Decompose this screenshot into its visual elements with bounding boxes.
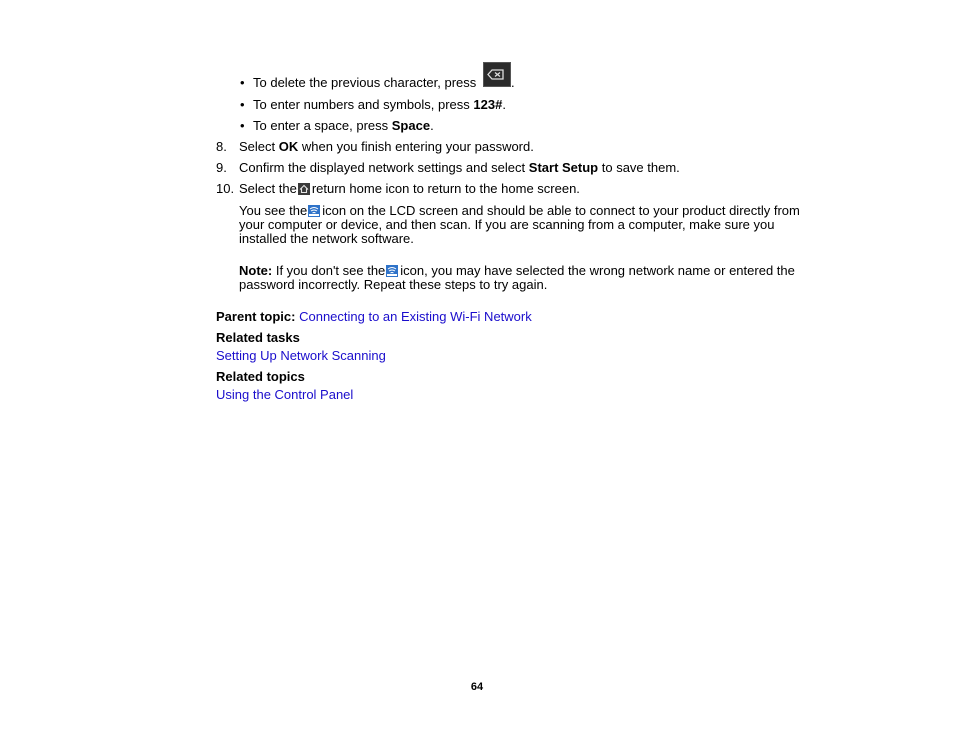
related-task-link[interactable]: Setting Up Network Scanning	[216, 348, 386, 363]
step-number: 10.	[216, 181, 235, 196]
bullet: •	[240, 118, 245, 133]
step-text: Select the return home icon to return to the home screen.	[239, 181, 580, 196]
bullet: •	[240, 97, 245, 112]
backspace-icon	[483, 62, 511, 87]
note-line-1: Note: If you don't see the icon, you may have selected the wrong network name or entered the	[239, 263, 795, 278]
para-line-2: your computer or device, and then scan. If you are scanning from a computer, make sure you	[239, 217, 775, 232]
wifi-direct-icon	[386, 265, 398, 277]
home-icon	[298, 183, 310, 195]
step-text: Confirm the displayed network settings and select Start Setup to save them.	[239, 160, 680, 175]
parent-topic-label: Parent topic:	[216, 309, 296, 324]
related-topic-link[interactable]: Using the Control Panel	[216, 387, 354, 402]
wifi-direct-icon	[308, 205, 320, 217]
note-line-2: password incorrectly. Repeat these steps to try again.	[239, 277, 548, 292]
step-text: Select OK when you finish entering your password.	[239, 139, 534, 154]
bullet-text-symbols: To enter numbers and symbols, press 123#.	[253, 97, 506, 112]
parent-topic-link[interactable]: Connecting to an Existing Wi-Fi Network	[299, 309, 532, 324]
bullet: •	[240, 75, 245, 90]
bullet-text-delete: To delete the previous character, press	[253, 75, 477, 90]
bullet-suffix: .	[511, 75, 515, 90]
step-number: 9.	[216, 160, 227, 175]
bullet-text-space: To enter a space, press Space.	[253, 118, 434, 133]
para-line-1: You see the icon on the LCD screen and should be able to connect to your product directly from	[239, 203, 800, 218]
page-number: 64	[470, 681, 484, 693]
related-topics-heading: Related topics	[216, 369, 305, 384]
related-tasks-heading: Related tasks	[216, 330, 300, 345]
parent-topic	[216, 309, 532, 324]
para-line-3: installed the network software.	[239, 231, 414, 246]
step-number: 8.	[216, 139, 227, 154]
